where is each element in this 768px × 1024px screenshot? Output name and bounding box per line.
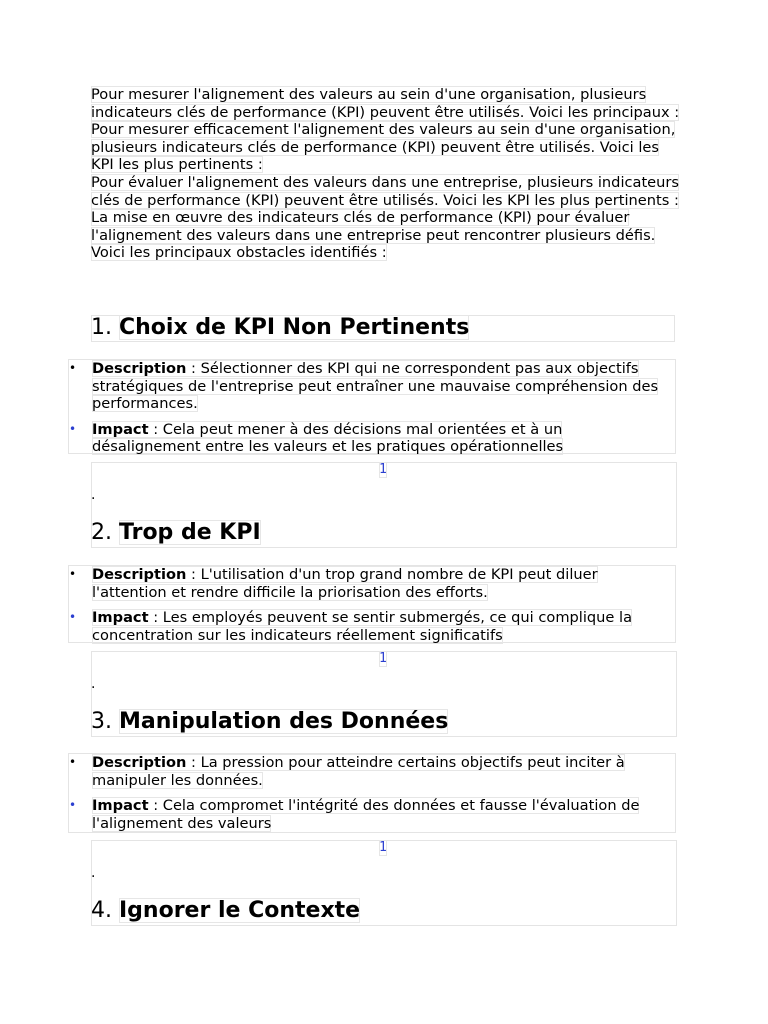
- section-title: Manipulation des Données: [119, 709, 449, 734]
- section-heading: [91, 315, 469, 341]
- intro-paragraph: Pour mesurer l'alignement des valeurs au sein d'une organisation, plusieurs indicateurs clés de performance (KPI) peuvent être utilisés. Voici les principaux :: [91, 86, 680, 121]
- separator-dot: .: [91, 487, 96, 503]
- section-title: Ignorer le Contexte: [119, 898, 361, 923]
- footnote-reference-link[interactable]: 1: [379, 462, 387, 477]
- section-title: Trop de KPI: [119, 520, 261, 545]
- section-heading: [91, 520, 261, 546]
- separator-dot: .: [91, 865, 96, 881]
- section-number: 3.: [91, 709, 112, 734]
- description-text: : L'utilisation d'un trop grand nombre de KPI peut diluer l'attention et rendre difficile la priorisation des efforts.: [92, 566, 598, 601]
- list-item-impact: [69, 609, 675, 644]
- impact-label: Impact: [92, 609, 149, 627]
- list-item-description: [69, 566, 675, 601]
- bullet-icon: •: [69, 361, 77, 375]
- list-item-description: [69, 360, 675, 413]
- list-item-description: [69, 754, 675, 789]
- impact-label: Impact: [92, 797, 149, 815]
- section-heading: [91, 709, 448, 735]
- bullet-icon: •: [69, 755, 77, 769]
- list-item-impact: [69, 421, 675, 456]
- footnote-reference-link[interactable]: 1: [379, 840, 387, 855]
- bullet-list: [68, 359, 676, 454]
- section-number: 2.: [91, 520, 112, 545]
- bullet-list: [68, 753, 676, 833]
- bullet-icon: •: [69, 567, 77, 581]
- description-label: Description: [92, 360, 187, 377]
- intro-paragraph: La mise en œuvre des indicateurs clés de performance (KPI) pour évaluer l'alignement des valeurs dans une entreprise peut rencontrer plusieurs défis. Voici les principaux obstacles identifiés :: [91, 209, 656, 262]
- bullet-icon: •: [69, 421, 77, 436]
- section-heading: [91, 898, 360, 924]
- section-number: 1.: [91, 315, 112, 340]
- footnote-reference-link[interactable]: 1: [379, 651, 387, 666]
- description-label: Description: [92, 754, 187, 771]
- description-label: Description: [92, 566, 187, 583]
- section-title: Choix de KPI Non Pertinents: [119, 315, 470, 340]
- intro-paragraph: Pour évaluer l'alignement des valeurs dans une entreprise, plusieurs indicateurs clés de performance (KPI) peuvent être utilisés. Voici les KPI les plus pertinents :: [91, 173, 680, 209]
- list-item-impact: [69, 797, 675, 832]
- intro-block: [91, 86, 681, 262]
- impact-text: : Les employés peuvent se sentir submergés, ce qui complique la concentration sur les indicateurs réellement significatifs: [92, 609, 633, 644]
- impact-text: : Cela compromet l'intégrité des données et fausse l'évaluation de l'alignement des valeurs: [92, 797, 640, 832]
- section-number: 4.: [91, 898, 112, 923]
- bullet-icon: •: [69, 610, 77, 625]
- intro-paragraph: Pour mesurer efficacement l'alignement des valeurs au sein d'une organisation, plusieurs indicateurs clés de performance (KPI) peuvent être utilisés. Voici les KPI les plus pertinents :: [91, 121, 676, 174]
- bullet-list: [68, 565, 676, 643]
- separator-dot: .: [91, 676, 96, 692]
- description-text: : La pression pour atteindre certains objectifs peut inciter à manipuler les données.: [92, 754, 625, 789]
- impact-label: Impact: [92, 420, 149, 438]
- impact-text: : Cela peut mener à des décisions mal orientées et à un désalignement entre les valeurs et les pratiques opérationnelles: [92, 420, 564, 456]
- bullet-icon: •: [69, 798, 77, 813]
- description-text: : Sélectionner des KPI qui ne correspondent pas aux objectifs stratégiques de l'entreprise peut entraîner une mauvaise compréhension des performances.: [92, 360, 659, 413]
